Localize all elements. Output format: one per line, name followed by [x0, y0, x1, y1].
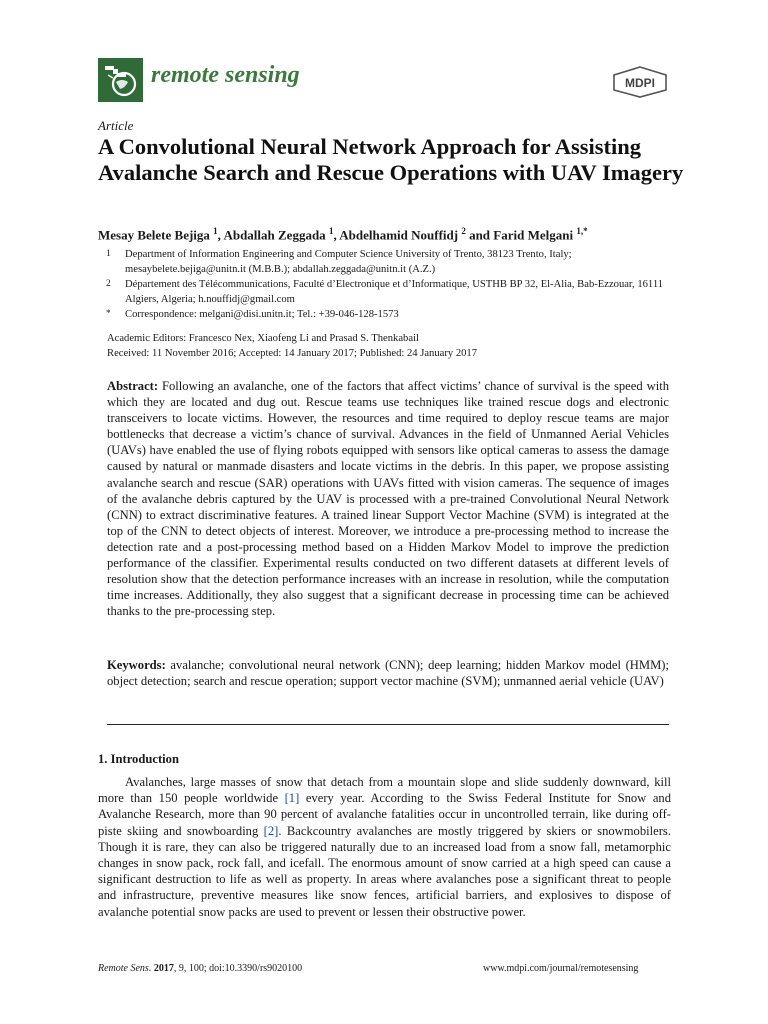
abstract-label: Abstract:: [107, 379, 159, 393]
article-type: Article: [98, 118, 134, 133]
journal-logo-icon: [98, 58, 143, 102]
publication-year: 2017: [153, 963, 174, 974]
author-affiliation-mark: 2: [461, 226, 466, 236]
affiliation-mark: 2: [106, 279, 111, 289]
author-affiliation-mark: 1: [328, 226, 334, 236]
body-text: Avalanches, large masses of snow that detach from a mountain slope and slide suddenly downward, kill more than 150 people worldwide: [98, 775, 671, 806]
abstract: [107, 378, 669, 619]
author-separator: ,: [217, 227, 224, 243]
affiliation-item: [98, 278, 688, 308]
affiliation-mark: *: [106, 309, 111, 319]
publisher-logo: [610, 66, 670, 98]
affiliation-item: [98, 248, 688, 278]
author-separator: ,: [333, 227, 340, 243]
keywords: [107, 657, 669, 689]
keywords-label: Keywords:: [107, 658, 166, 672]
author-list: [98, 226, 688, 243]
volume-doi: , 9, 100; doi:10.3390/rs9020100: [173, 963, 303, 974]
abstract-text: Following an avalanche, one of the factors that affect victims’ chance of survival is the speed with which they are located and dug out. Rescue teams use techniques like trained rescue dogs and electronic transceivers to locate victims. However, the resources and time required to deploy rescue teams are major bottlenecks that decrease a victim’s chance of survival. Advances in the field of Unmanned Aerial Vehicles (UAVs) have enabled the use of flying robots equipped with sensors like optical cameras to assess the damage caused by natural or manmade disasters and locate victims in the debris. In this paper, we propose assisting avalanche search and rescue (SAR) operations with UAVs fitted with vision cameras. The sequence of images of the avalanche debris captured by the UAV is processed with a pre-trained Convolutional Neural Network (CNN) to extract discriminative features. A trained linear Support Vector Machine (SVM) is integrated at the top of the CNN to detect objects of interest. Moreover, we introduce a pre-processing method to increase the detection rate and a post-processing method based on a Hidden Markov Model to improve the prediction performance of the classifier. Experimental results conducted on two different datasets at different levels of resolution show that the detection performance increases with an increase in resolution, while the computation time increases. Additionally, they also suggest that a significant decrease in processing time can be achieved thanks to the pre-processing step.: [107, 379, 669, 619]
author-separator: and: [465, 227, 494, 243]
body-text: . Backcountry avalanches are mostly triggered by skiers or snowmobilers. Though it is rare, they can also be triggered naturally due to an increased load from a snow fall, metamorphic changes in snow pack, rock fall, and icefall. The enormous amount of snow carried at a high speed can cause a significant destruction to life as well as property. In areas where avalanches pose a significant threat to people and infrastructure, preventive measures like snow fences, artificial barriers, and explosives to dispose of avalanche potential snow packs are used to prevent or lessen their obstructive power.: [98, 823, 671, 919]
author-affiliation-mark: 1: [213, 226, 218, 236]
author-name: Abdallah Zeggada: [223, 227, 326, 243]
author-name: Abdelhamid Nouffidj: [339, 227, 459, 243]
journal-url[interactable]: www.mdpi.com/journal/remotesensing: [483, 963, 639, 974]
article-title: A Convolutional Neural Network Approach for Assisting Avalanche Search and Rescue Operations with UAV Imagery: [98, 134, 684, 185]
correspondence-text: Correspondence: melgani@disi.unitn.it; Tel.: +39-046-128-1573: [125, 309, 399, 320]
author-affiliation-mark: 1,*: [576, 226, 588, 236]
section-divider: [107, 724, 669, 725]
section-heading: 1. Introduction: [98, 752, 179, 766]
author-name: Farid Melgani: [493, 227, 574, 243]
citation-link[interactable]: [2]: [263, 823, 279, 838]
introduction-paragraph: [98, 774, 671, 920]
body-text: every year. According to the Swiss Federal Institute for Snow and Avalanche Research, more than 90 percent of avalanche fatalities occur in uncontrolled terrain, like during off-piste skiing and snowboarding: [98, 791, 671, 838]
journal-abbrev: Remote Sens.: [98, 963, 152, 974]
academic-editors: Academic Editors: Francesco Nex, Xiaofeng Li and Prasad S. Thenkabail: [107, 333, 419, 344]
affiliation-text: Département des Télécommunications, Faculté d’Electronique et d’Informatique, USTHB BP 32, El-Alia, Bab-Ezzouar, 16111 Algiers, Algeria; h.nouffidj@gmail.com: [125, 279, 664, 305]
publisher-name: MDPI: [625, 76, 655, 90]
affiliation-text: Department of Information Engineering and Computer Science University of Trento, 38123 Trento, Italy; mesaybelete.bejiga@unitn.it (M.B.B.); abdallah.zeggada@unitn.it (A.Z.): [125, 249, 572, 275]
publication-dates: Received: 11 November 2016; Accepted: 14 January 2017; Published: 24 January 2017: [107, 348, 478, 359]
footer-citation: [98, 963, 302, 974]
citation-link[interactable]: [1]: [284, 791, 300, 806]
correspondence-item: [98, 308, 688, 323]
journal-name: remote sensing: [151, 62, 300, 88]
affiliation-mark: 1: [106, 249, 111, 259]
author-name: Mesay Belete Bejiga: [98, 227, 210, 243]
keywords-text: avalanche; convolutional neural network (CNN); deep learning; hidden Markov model (HMM); object detection; search and rescue operation; support vector machine (SVM); unmanned aerial vehicle (UAV): [107, 658, 669, 689]
